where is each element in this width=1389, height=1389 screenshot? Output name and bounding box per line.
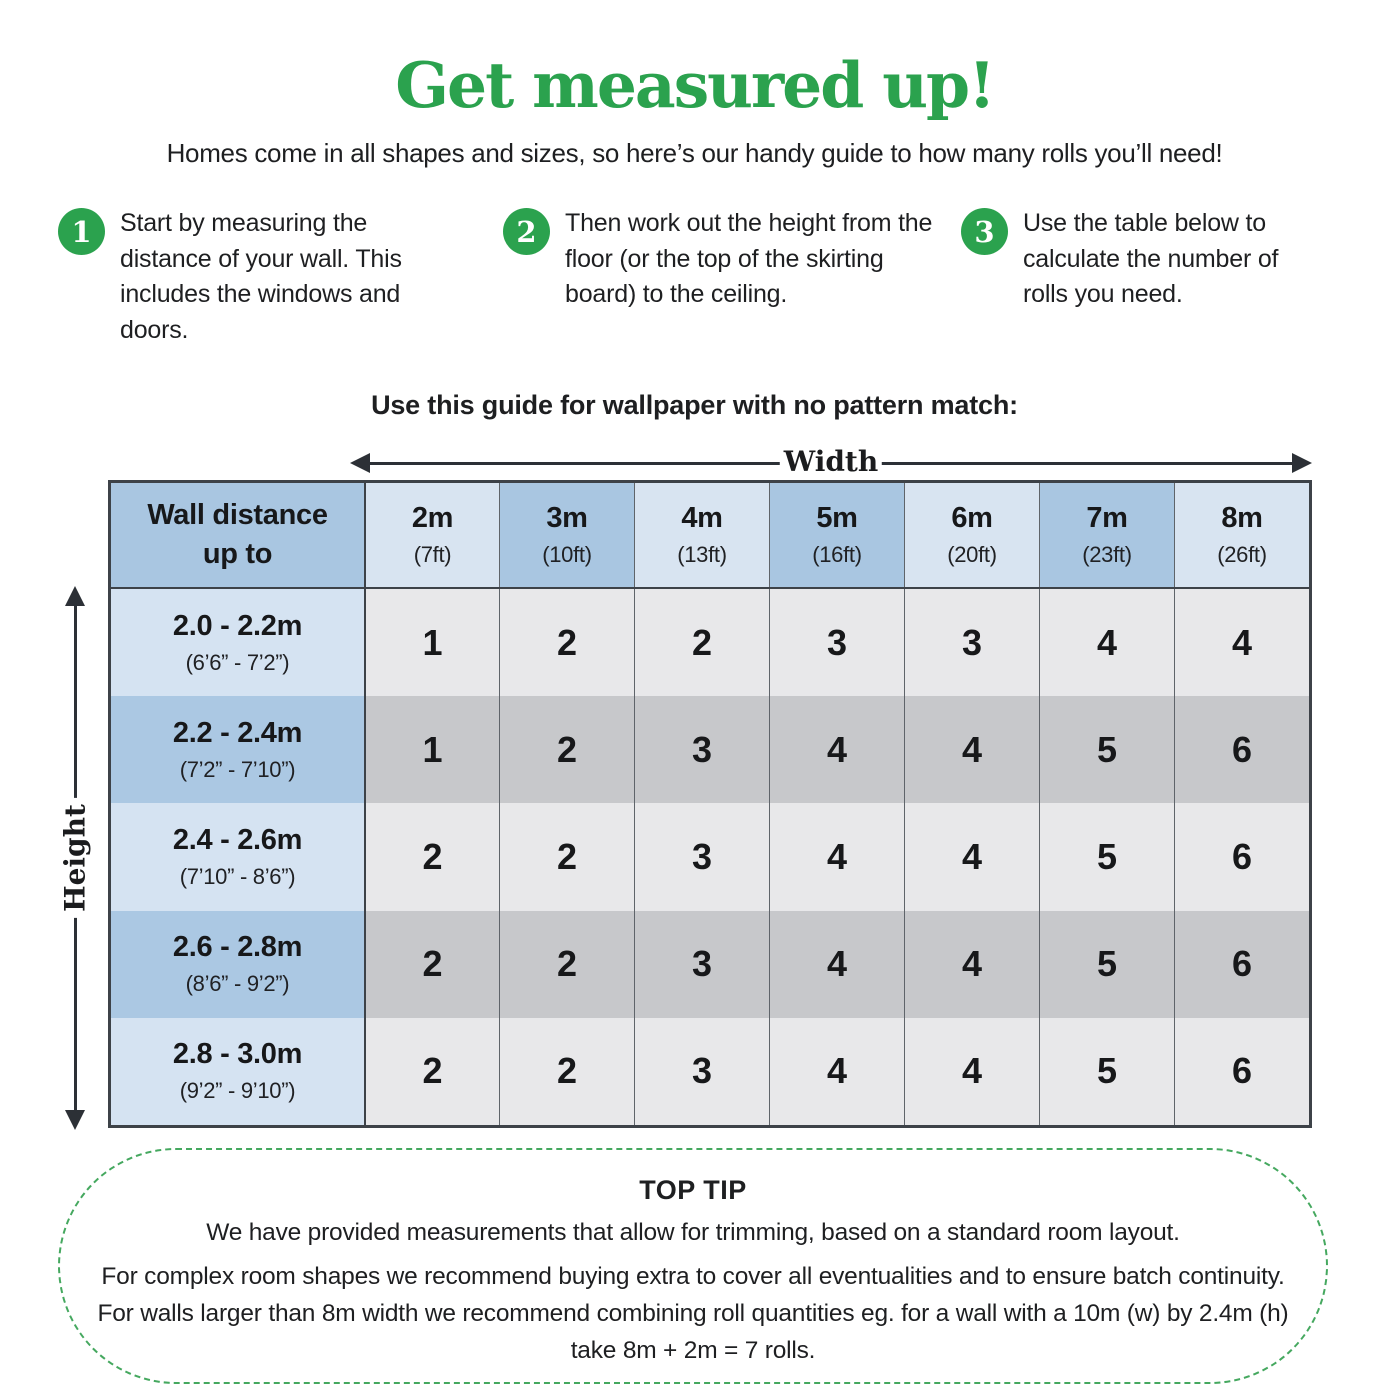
step-1 [58,206,460,348]
col-header-m: 5m [816,502,858,534]
col-header-6m [904,483,1039,587]
table-cell: 5 [1039,911,1174,1018]
table-cell: 4 [904,803,1039,910]
page-title: Get measured up! [395,48,994,122]
col-header-ft: (23ft) [1082,542,1132,567]
table-cell: 6 [1174,911,1309,1018]
col-header-m: 6m [951,502,993,534]
table-cell: 5 [1039,803,1174,910]
table-row [111,589,1309,696]
table-row-header [111,696,364,803]
table-row-header [111,1018,364,1125]
table-cell: 3 [634,911,769,1018]
table-cell: 2 [499,1018,634,1125]
width-arrow-right-head-icon [1292,453,1312,473]
table-header-row [111,483,1309,589]
height-axis-label: Height [59,798,92,918]
col-header-ft: (13ft) [677,542,727,567]
step-2 [503,206,955,313]
row-range-ft: (6’6” - 7’2”) [185,649,290,675]
col-header-8m [1174,483,1309,587]
table-cell: 6 [1174,1018,1309,1125]
table-cell: 4 [904,1018,1039,1125]
table-cell: 6 [1174,696,1309,803]
table-cell: 1 [364,589,499,696]
step-2-number-badge [503,208,550,255]
width-axis-label: Width [780,445,882,478]
table-row [111,911,1309,1018]
col-header-ft: (10ft) [542,542,592,567]
col-header-2m [364,483,499,587]
table-cell: 5 [1039,1018,1174,1125]
table-cell: 2 [499,803,634,910]
row-range-m: 2.0 - 2.2m [172,609,303,642]
table-cell: 4 [904,911,1039,1018]
step-1-number: 1 [71,214,92,249]
corner-header-line2: up to [202,538,273,570]
height-arrow-bottom-head-icon [65,1110,85,1130]
table-cell: 2 [364,803,499,910]
col-header-m: 4m [681,502,723,534]
width-arrow [350,445,1312,479]
table-cell: 4 [769,911,904,1018]
top-tip-heading: TOP TIP [639,1175,747,1205]
table-cell: 5 [1039,696,1174,803]
row-range-m: 2.2 - 2.4m [172,716,303,749]
table-intro-heading: Use this guide for wallpaper with no pattern match: [371,390,1018,420]
col-header-m: 3m [546,502,588,534]
table-cell: 4 [1039,589,1174,696]
step-2-number: 2 [516,214,537,249]
table-cell: 3 [634,803,769,910]
row-range-ft: (7’2” - 7’10”) [179,756,296,782]
table-cell: 4 [769,696,904,803]
col-header-ft: (26ft) [1217,542,1267,567]
corner-header-line1: Wall distance [147,499,328,531]
table-cell: 3 [634,696,769,803]
table-cell: 6 [1174,803,1309,910]
page-subtitle: Homes come in all shapes and sizes, so here’s our handy guide to how many rolls you’ll need! [166,138,1223,168]
row-range-m: 2.8 - 3.0m [172,1038,303,1071]
table-cell: 4 [769,1018,904,1125]
col-header-7m [1039,483,1174,587]
step-1-number-badge [58,208,105,255]
table-corner-header [111,483,364,587]
row-range-m: 2.4 - 2.6m [172,824,303,856]
col-header-m: 8m [1221,502,1263,534]
col-header-m: 2m [411,502,454,534]
table-row [111,803,1309,910]
table-cell: 2 [634,589,769,696]
table-row-header [111,803,364,910]
table-cell: 2 [364,1018,499,1125]
row-range-ft: (8’6” - 9’2”) [185,971,290,997]
table-cell: 3 [769,589,904,696]
table-row-header [111,589,364,696]
height-arrow [59,586,91,1130]
table-cell: 3 [904,589,1039,696]
col-header-ft: (16ft) [812,542,862,567]
step-2-text: Then work out the height from the floor (or the top of the skirting board) to the ceiling. [565,209,933,308]
table-cell: 1 [364,696,499,803]
table-cell: 2 [499,696,634,803]
row-range-ft: (7’10” - 8’6”) [179,864,296,889]
col-header-ft: (7ft) [413,542,452,567]
step-3-text: Use the table below to calculate the number of rolls you need. [1023,209,1279,308]
table-row [111,1018,1309,1125]
col-header-m: 7m [1086,502,1128,534]
col-header-ft: (20ft) [947,542,997,567]
row-range-ft: (9’2” - 9’10”) [179,1078,296,1104]
table-cell: 4 [1174,589,1309,696]
table-cell: 2 [364,911,499,1018]
step-3-number: 3 [974,214,995,249]
table-cell: 2 [499,911,634,1018]
step-1-text: Start by measuring the distance of your wall. This includes the windows and doors. [120,209,402,344]
table-cell: 3 [634,1018,769,1125]
col-header-3m [499,483,634,587]
top-tip-line2: For complex room shapes we recommend buying extra to cover all eventualities and to ensure batch continuity. For walls larger than 8m width we recommend combining roll quantities eg. for a wall with a 10m (w) by 2.4m (h) take 8m + 2m = 7 rolls. [97,1263,1289,1364]
step-3 [961,206,1321,313]
row-range-m: 2.6 - 2.8m [172,931,303,964]
table-cell: 4 [769,803,904,910]
top-tip-box [58,1148,1328,1384]
col-header-5m [769,483,904,587]
rolls-table [108,480,1312,1128]
table-row-header [111,911,364,1018]
step-3-number-badge [961,208,1008,255]
table-cell: 2 [499,589,634,696]
width-arrow-left-head-icon [350,453,370,473]
height-arrow-top-head-icon [65,586,85,606]
col-header-4m [634,483,769,587]
top-tip-line1: We have provided measurements that allow for trimming, based on a standard room layout. [206,1219,1180,1246]
table-row [111,696,1309,803]
table-cell: 4 [904,696,1039,803]
